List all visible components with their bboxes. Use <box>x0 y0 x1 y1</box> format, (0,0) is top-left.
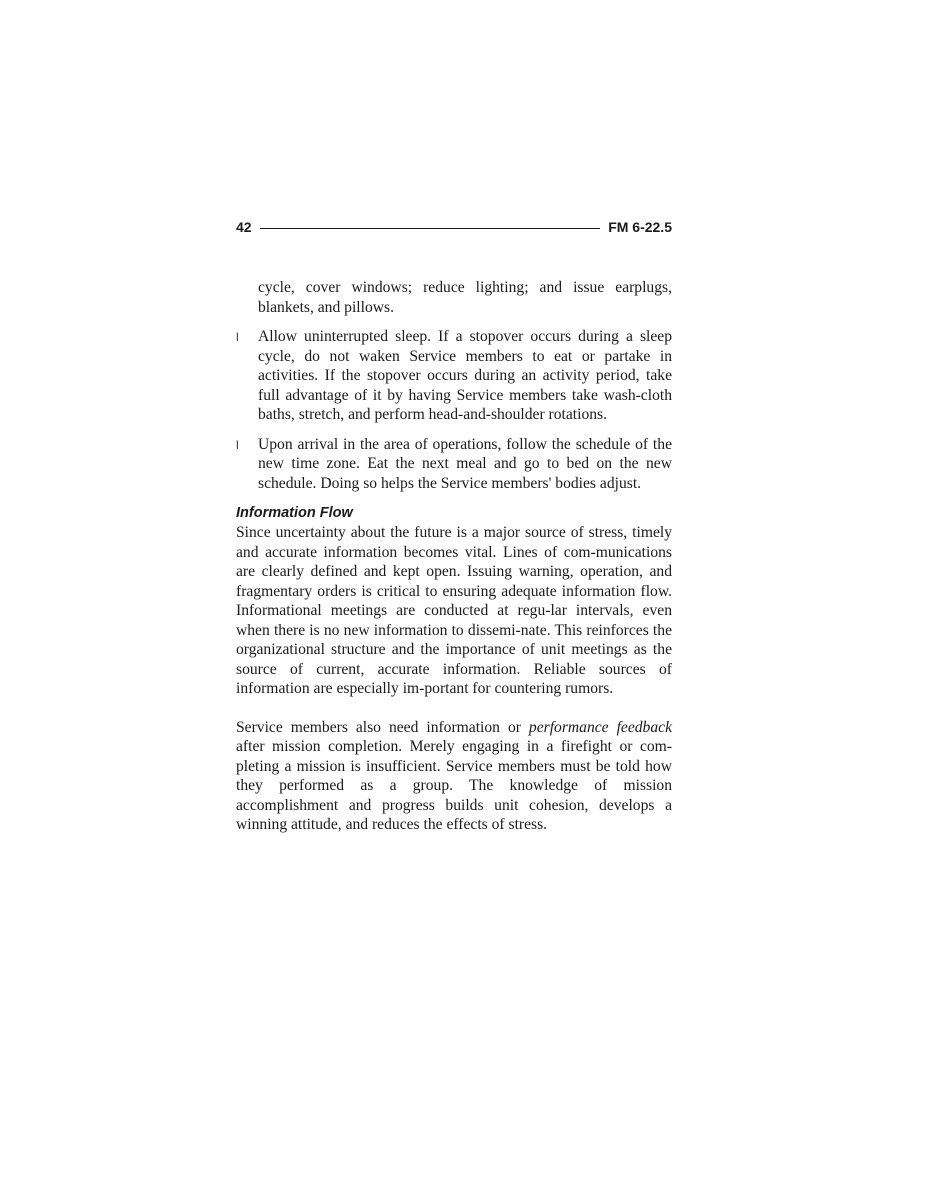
body-paragraph: Since uncertainty about the future is a major source of stress, timely and accurate information becomes vital. Lines of com-munications are clearly defined and kept open. Issuing warning, operation, and fragmentary orders is critical to ensuring adequate information flow. Informational meetings are conducted at regu-lar intervals, even when there is no new information to dissemi-nate. This reinforces the organizational structure and the importance of unit meetings as the source of current, accurate information. Reliable sources of information are especially im-portant for countering rumors. <box>236 524 672 697</box>
document-page <box>236 218 672 835</box>
bullet-marker: l <box>236 330 239 344</box>
paragraph-text: Service members also need information or <box>236 718 529 736</box>
bullet-item <box>236 435 672 494</box>
bullet-text: Allow uninterrupted sleep. If a stopover occurs during a sleep cycle, do not waken Service members to eat or partake in activities. If the stopover occurs during an activity period, take full advantage of it by having Service members take wash-cloth baths, stretch, and perform head-and-shoulder rotations. <box>258 328 672 423</box>
body-paragraph <box>236 718 672 835</box>
section-heading: Information Flow <box>236 505 353 521</box>
bullet-text: Upon arrival in the area of operations, follow the schedule of the new time zone. Eat the next meal and go to bed on the new schedule. Doing so helps the Service members' bodies adjust. <box>258 435 672 492</box>
bullet-marker: l <box>236 437 239 452</box>
page-number: 42 <box>236 219 252 235</box>
document-id: FM 6-22.5 <box>608 219 672 235</box>
emphasized-term: performance feedback <box>528 718 672 736</box>
continuation-text: cycle, cover windows; reduce lighting; and issue earplugs, blankets, and pillows. <box>258 279 672 316</box>
paragraph-text: after mission completion. Merely engaging in a firefight or com-pleting a mission is insufficient. Service members must be told how they performed as a group. The knowledge of mission accomplishment and progress builds unit cohesion, develops a winning attitude, and reduces the effects of stress. <box>236 738 672 833</box>
bullet-item <box>236 327 672 425</box>
header-rule <box>260 228 601 229</box>
running-header <box>236 218 672 236</box>
